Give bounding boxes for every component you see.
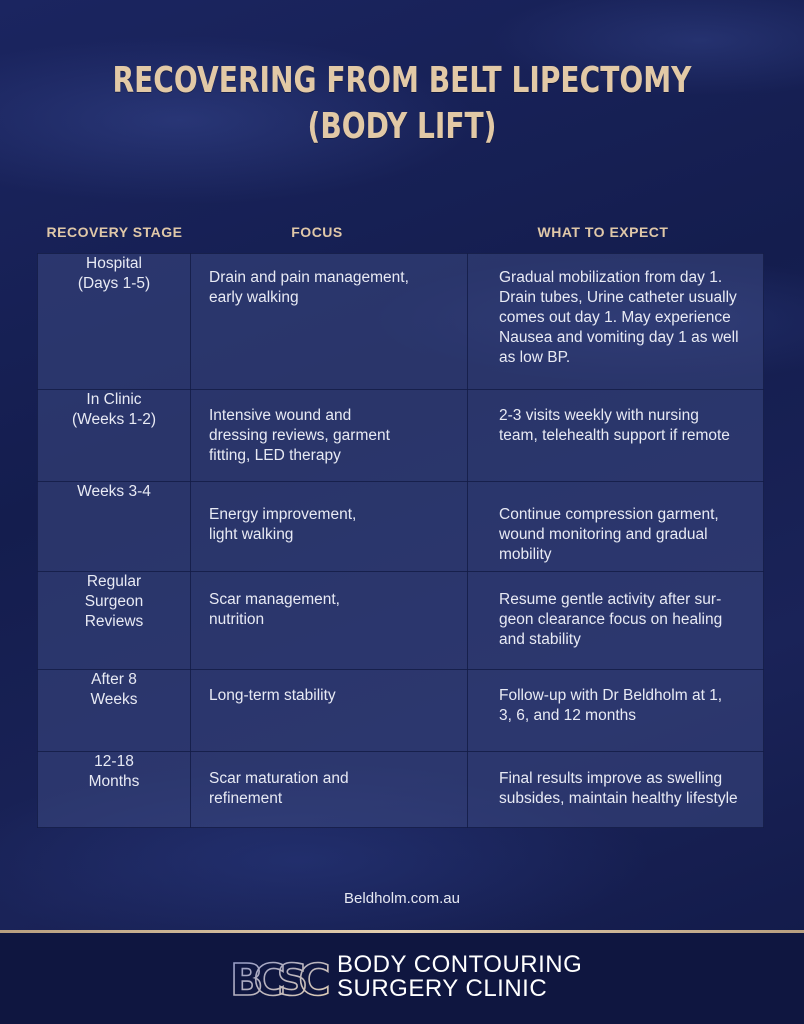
stage-text-line: Weeks <box>90 691 138 708</box>
focus-text-line: light walking <box>209 526 294 543</box>
expect-text-line: subsides, maintain healthy lifestyle <box>499 790 738 807</box>
cell-focus <box>191 572 468 670</box>
focus-text-line: refinement <box>209 790 283 807</box>
expect-text-line: 2-3 visits weekly with nursing <box>499 407 699 424</box>
stage-text-line: Reviews <box>84 613 144 630</box>
table-row <box>38 254 764 390</box>
cell-focus <box>191 752 468 828</box>
cell-focus <box>191 482 468 572</box>
table-row <box>38 670 764 752</box>
expect-text-line: wound monitoring and gradual <box>499 526 708 543</box>
logo-monogram: BCSC <box>230 955 321 1001</box>
cell-expect <box>468 670 764 752</box>
expect-text-line: and stability <box>499 631 581 648</box>
title-line-2: (BODY LIFT) <box>307 106 497 147</box>
expect-text-line: Drain tubes, Urine catheter usually <box>499 289 737 306</box>
cell-focus <box>191 390 468 482</box>
focus-text-line: Drain and pain management, <box>209 269 409 286</box>
focus-text-line: early walking <box>209 289 299 306</box>
clinic-logo-icon <box>228 953 332 1001</box>
column-header-focus: FOCUS <box>291 224 343 240</box>
cell-stage <box>38 752 191 828</box>
stage-text-line: (Weeks 1-2) <box>71 411 157 428</box>
stage-text-line: 12-18 <box>94 753 134 770</box>
title-line-1: RECOVERING FROM BELT LIPECTOMY <box>112 60 692 101</box>
cell-expect <box>468 482 764 572</box>
cell-stage <box>38 482 191 572</box>
stage-text-line: Surgeon <box>84 593 144 610</box>
expect-text-line: Resume gentle activity after sur- <box>499 591 722 608</box>
brand-line-2: SURGERY CLINIC <box>337 975 548 1002</box>
expect-text-line: Final results improve as swelling <box>499 770 723 787</box>
cell-focus <box>191 670 468 752</box>
column-header-stage: RECOVERY STAGE <box>46 224 183 240</box>
expect-text-line: comes out day 1. May experience <box>499 309 731 326</box>
focus-text-line: dressing reviews, garment <box>209 427 390 444</box>
expect-text-line: 3, 6, and 12 months <box>499 707 637 724</box>
cell-expect <box>468 390 764 482</box>
stage-text-line: Hospital <box>86 255 142 272</box>
cell-expect <box>468 752 764 828</box>
focus-text-line: Long-term stability <box>209 687 336 704</box>
cell-stage <box>38 670 191 752</box>
table-row <box>38 482 764 572</box>
expect-text-line: Gradual mobilization from day 1. <box>499 269 723 286</box>
table-row <box>38 390 764 482</box>
focus-text-line: Intensive wound and <box>209 407 352 424</box>
recovery-table <box>37 253 764 828</box>
focus-text-line: nutrition <box>209 611 265 628</box>
cell-stage <box>38 390 191 482</box>
expect-text-line: as low BP. <box>499 349 571 366</box>
focus-text-line: Scar management, <box>209 591 340 608</box>
stage-text-line: (Days 1-5) <box>77 275 151 292</box>
stage-text-line: After 8 <box>91 671 137 688</box>
stage-text-line: Weeks 3-4 <box>77 483 151 500</box>
expect-text-line: Continue compression garment, <box>499 506 719 523</box>
expect-text-line: Follow-up with Dr Beldholm at 1, <box>499 687 723 704</box>
cell-expect <box>468 572 764 670</box>
stage-text-line: In Clinic <box>86 391 142 408</box>
expect-text-line: mobility <box>499 546 552 563</box>
website-link[interactable]: Beldholm.com.au <box>344 890 460 907</box>
cell-stage <box>38 254 191 390</box>
cell-focus <box>191 254 468 390</box>
cell-stage <box>38 572 191 670</box>
stage-text-line: Regular <box>86 573 142 590</box>
brand-name <box>337 953 582 1001</box>
column-header-expect: WHAT TO EXPECT <box>537 224 669 240</box>
expect-text-line: geon clearance focus on healing <box>499 611 723 628</box>
focus-text-line: Scar maturation and <box>209 770 349 787</box>
cell-expect <box>468 254 764 390</box>
focus-text-line: fitting, LED therapy <box>209 447 341 464</box>
stage-text-line: Months <box>88 773 140 790</box>
focus-text-line: Energy improvement, <box>209 506 357 523</box>
expect-text-line: Nausea and vomiting day 1 as well <box>499 329 739 346</box>
expect-text-line: team, telehealth support if remote <box>499 427 730 444</box>
table-row <box>38 572 764 670</box>
brand-line-1: BODY CONTOURING <box>337 951 583 978</box>
table-row <box>38 752 764 828</box>
page-title <box>88 58 715 150</box>
